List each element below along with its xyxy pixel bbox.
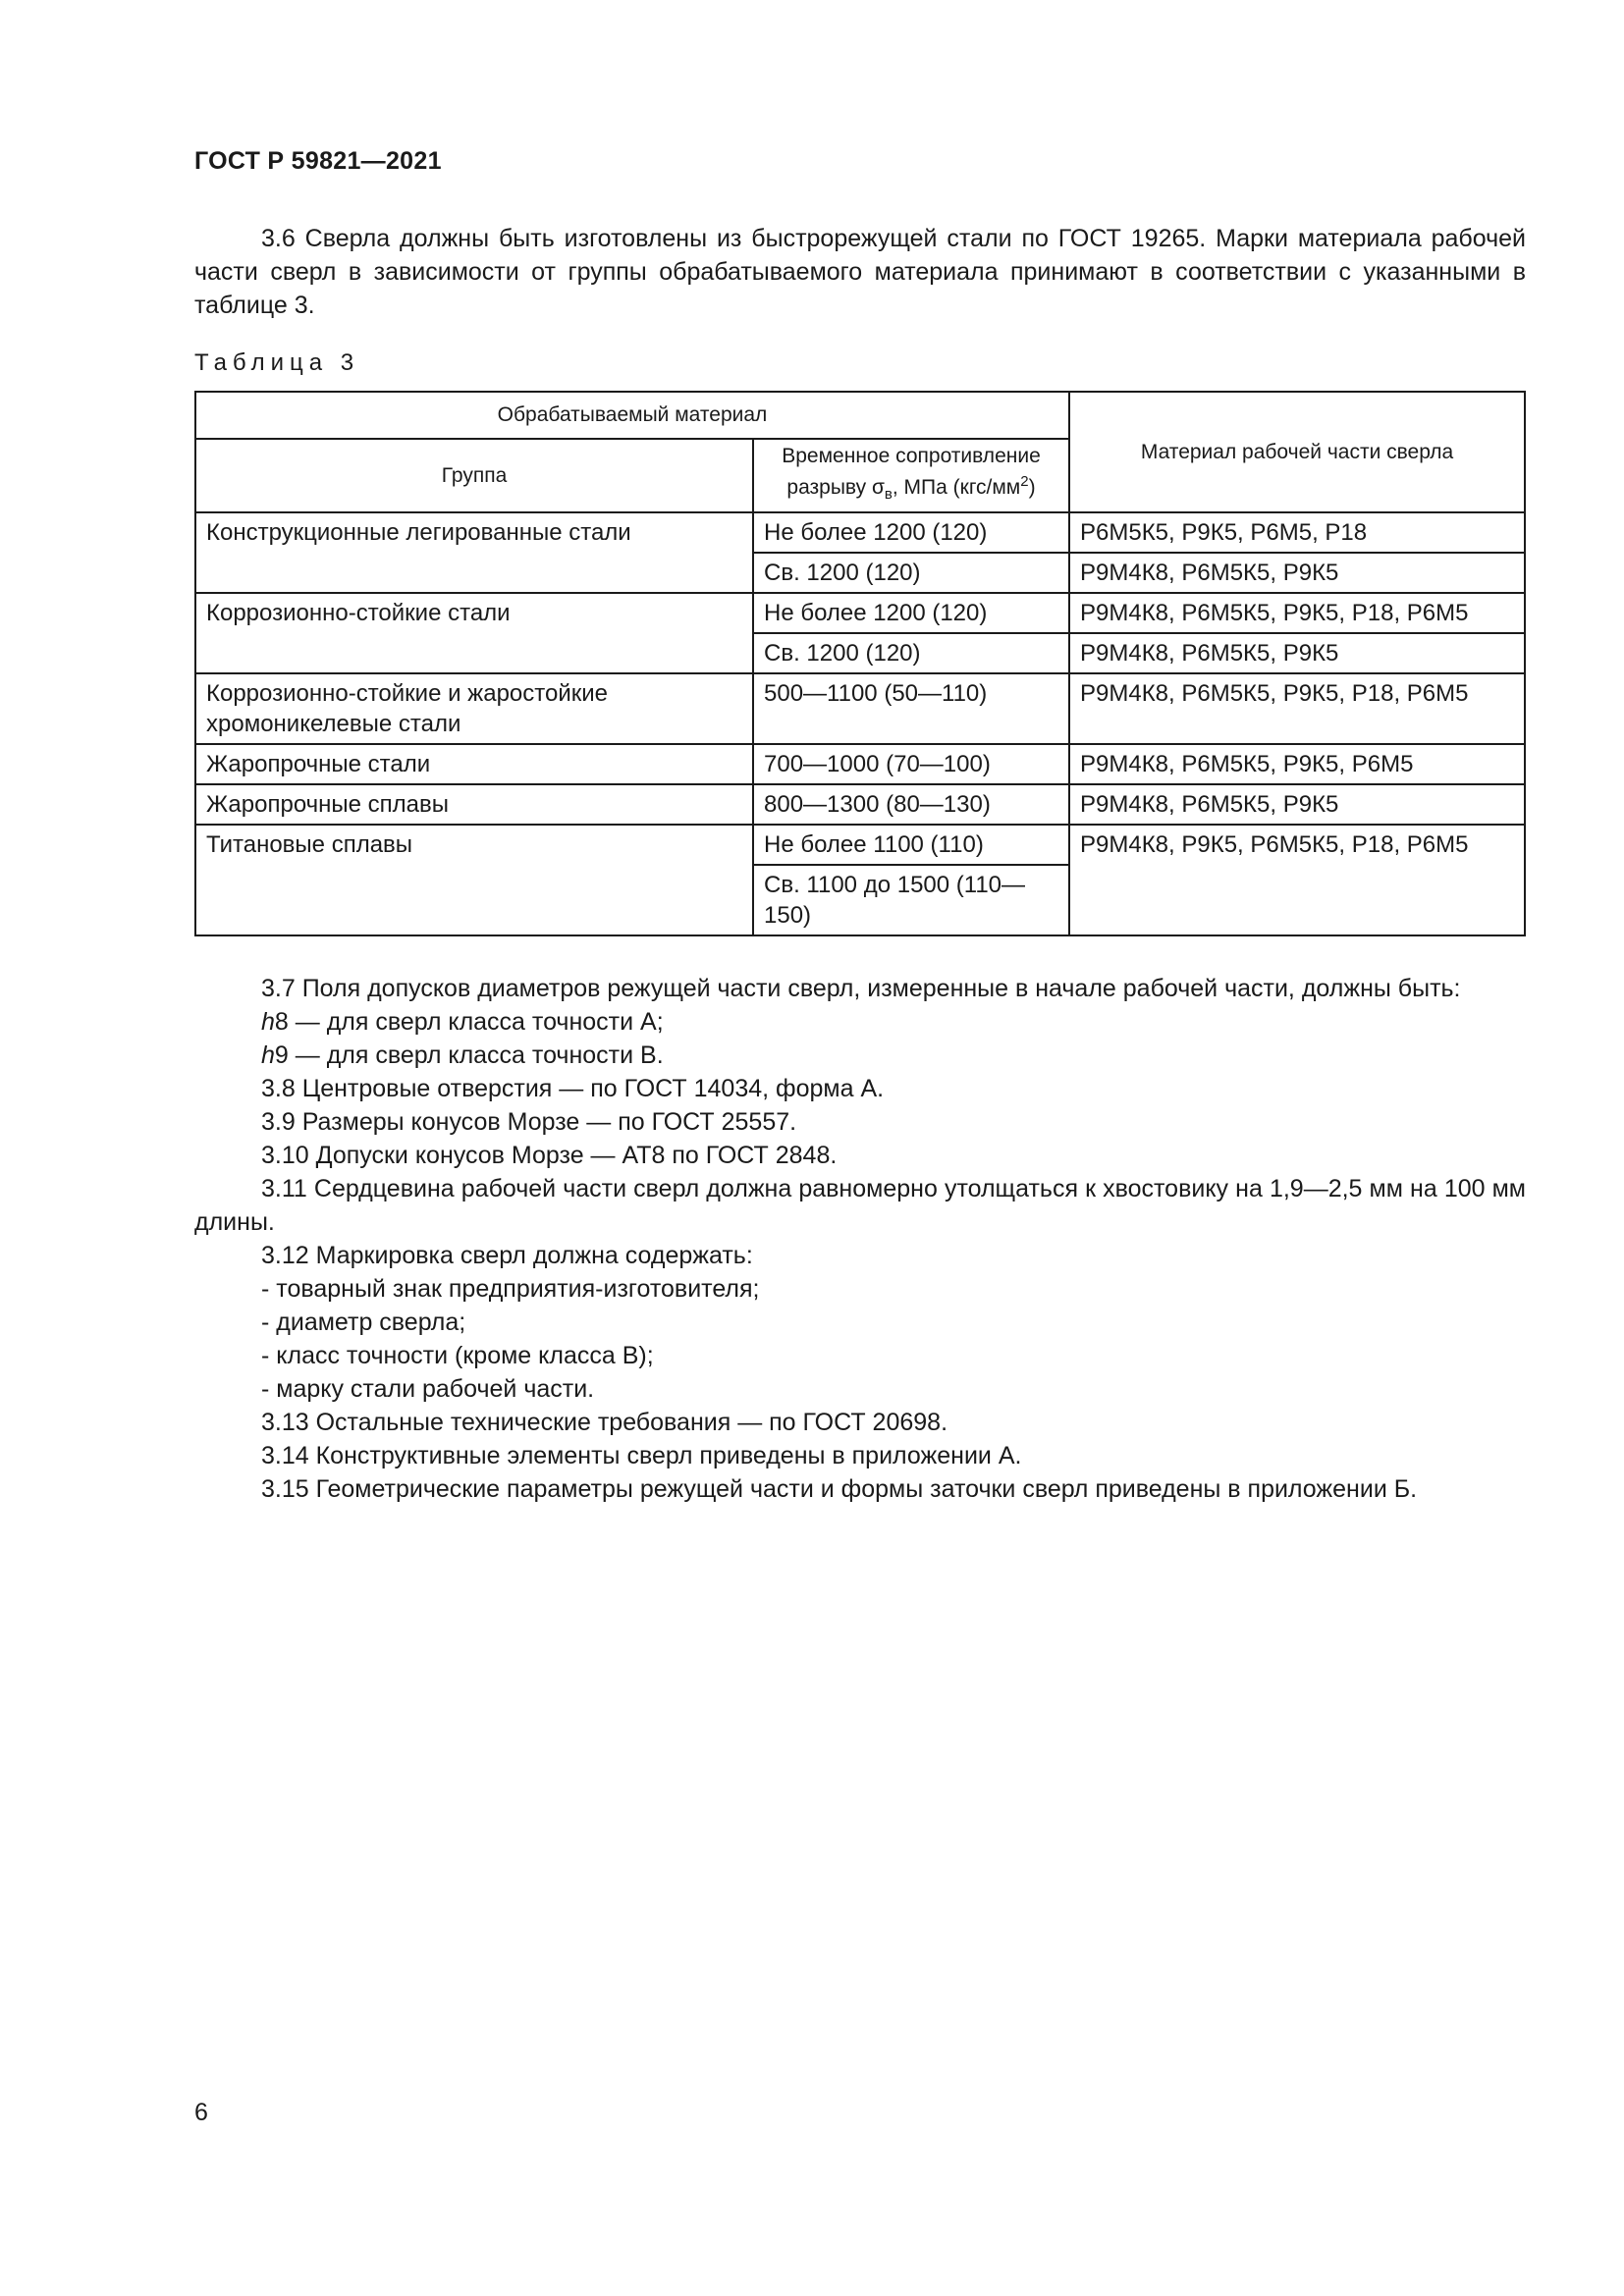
cell-strength: Не более 1200 (120) [753,512,1069,553]
table-caption: Таблица 3 [194,349,360,376]
section-3-11: 3.11 Сердцевина рабочей части сверл должна равномерно утолщаться к хвостовику на 1,9—2,5 мм на 100 мм длины. [194,1175,1526,1236]
section-3-9: 3.9 Размеры конусов Морзе — по ГОСТ 25557. [261,1108,797,1136]
cell-material: Р9М4К8, Р6М5К5, Р9К5 [1069,784,1525,825]
table-row [195,825,1525,865]
table-header-row-1 [195,392,1525,439]
section-3-6 [194,222,1526,322]
table-row [195,593,1525,633]
table-row [195,784,1525,825]
cell-strength: 500—1100 (50—110) [753,673,1069,744]
cell-strength: Св. 1100 до 1500 (110—150) [753,865,1069,935]
cell-material: Р9М4К8, Р6М5К5, Р9К5, Р6М5 [1069,744,1525,784]
section-3-14: 3.14 Конструктивные элементы сверл приведены в приложении А. [261,1442,1022,1469]
table-row [195,744,1525,784]
cell-strength: Св. 1200 (120) [753,553,1069,593]
list-item: - марку стали рабочей части. [261,1375,595,1403]
cell-material: Р9М4К8, Р9К5, Р6М5К5, Р18, Р6М5 [1069,825,1525,935]
cell-strength: 800—1300 (80—130) [753,784,1069,825]
cell-material: Р9М4К8, Р6М5К5, Р9К5 [1069,553,1525,593]
cell-material: Р9М4К8, Р6М5К5, Р9К5, Р18, Р6М5 [1069,593,1525,633]
document-header: ГОСТ Р 59821—2021 [194,147,442,175]
list-item: - класс точности (кроме класса В); [261,1342,654,1369]
header-tool-material: Материал рабочей части сверла [1069,392,1525,512]
table-3 [194,391,1526,936]
section-3-8: 3.8 Центровые отверстия — по ГОСТ 14034, форма А. [261,1075,885,1102]
cell-group: Коррозионно-стойкие и жаростойкие хромоникелевые стали [195,673,753,744]
cell-group: Коррозионно-стойкие стали [195,593,753,673]
cell-group: Жаропрочные сплавы [195,784,753,825]
cell-strength: Не более 1100 (110) [753,825,1069,865]
section-3-7-text: 3.7 Поля допусков диаметров режущей части сверл, измеренные в начале рабочей части, должны быть: [261,975,1461,1002]
cell-material: Р9М4К8, Р6М5К5, Р9К5 [1069,633,1525,673]
header-group: Группа [195,439,753,512]
cell-strength: Св. 1200 (120) [753,633,1069,673]
cell-strength: 700—1000 (70—100) [753,744,1069,784]
tolerance-h9: h9 — для сверл класса точности В. [261,1041,664,1069]
section-3-6-text: 3.6 Сверла должны быть изготовлены из быстрорежущей стали по ГОСТ 19265. Марки материала рабочей части сверл в зависимости от группы обрабатываемого материала принимают в соответствии с указанными в таблице 3. [194,225,1526,319]
table-row [195,512,1525,553]
header-strength: Временное сопротивление разрыву $\sigma_в$, МПа $(кгс/мм^2)$ [753,439,1069,512]
page-number: 6 [194,2099,208,2126]
section-3-10: 3.10 Допуски конусов Морзе — АТ8 по ГОСТ 2848. [261,1142,838,1169]
section-3-12: 3.12 Маркировка сверл должна содержать: [261,1242,753,1269]
list-item: - диаметр сверла; [261,1308,466,1336]
header-processed-material: Обрабатываемый материал [195,392,1069,439]
section-3-13: 3.13 Остальные технические требования — по ГОСТ 20698. [261,1409,948,1436]
tolerance-h8: h8 — для сверл класса точности А; [261,1008,664,1036]
section-3-15: 3.15 Геометрические параметры режущей части и формы заточки сверл приведены в приложении Б. [261,1475,1418,1503]
table-row [195,673,1525,744]
cell-material: Р9М4К8, Р6М5К5, Р9К5, Р18, Р6М5 [1069,673,1525,744]
cell-strength: Не более 1200 (120) [753,593,1069,633]
cell-group: Жаропрочные стали [195,744,753,784]
cell-group: Конструкционные легированные стали [195,512,753,593]
cell-group: Титановые сплавы [195,825,753,935]
cell-material: Р6М5К5, Р9К5, Р6М5, Р18 [1069,512,1525,553]
sections-3-7-to-3-15 [194,972,1526,1506]
list-item: - товарный знак предприятия-изготовителя; [261,1275,760,1303]
